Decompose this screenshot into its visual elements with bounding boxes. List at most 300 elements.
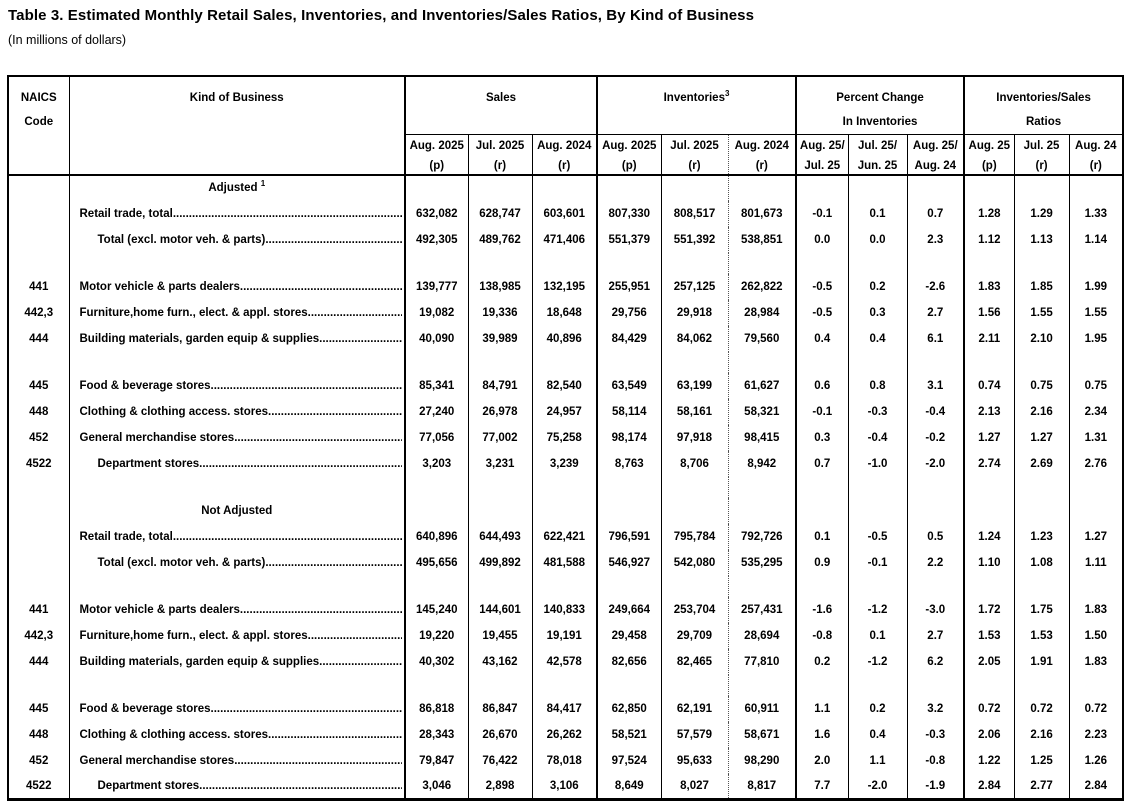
dot-leader [265, 234, 402, 246]
value-cell [1014, 576, 1069, 597]
value-cell [964, 352, 1014, 373]
value-cell: 1.11 [1069, 550, 1123, 576]
value-cell [728, 253, 796, 274]
value-cell: 481,588 [532, 550, 597, 576]
naics-cell [8, 352, 69, 373]
value-cell: 79,847 [405, 748, 468, 774]
value-cell: 2.16 [1014, 722, 1069, 748]
value-cell: 28,984 [728, 300, 796, 326]
dot-leader [268, 729, 402, 741]
kind-of-business-label: Motor vehicle & parts dealers [79, 603, 240, 616]
value-cell [597, 352, 661, 373]
kind-flex [70, 307, 405, 319]
value-cell: 61,627 [728, 373, 796, 399]
kind-flex [70, 281, 405, 293]
value-cell [964, 675, 1014, 696]
column-period-label: Jul. 2025 [670, 140, 719, 152]
value-cell: 499,892 [468, 550, 532, 576]
value-cell: 139,777 [405, 274, 468, 300]
value-cell: 84,417 [532, 696, 597, 722]
kind-of-business-label: Total (excl. motor veh. & parts) [97, 556, 266, 569]
value-cell: -0.4 [848, 425, 907, 451]
value-cell: -0.5 [848, 524, 907, 550]
value-cell [597, 477, 661, 498]
value-cell: 1.1 [848, 748, 907, 774]
value-cell: 1.91 [1014, 649, 1069, 675]
value-cell: 85,341 [405, 373, 468, 399]
column-header [796, 135, 848, 175]
value-cell: 0.1 [848, 201, 907, 227]
value-cell: 58,114 [597, 399, 661, 425]
value-cell: 0.2 [848, 696, 907, 722]
kind-flex [70, 703, 405, 715]
value-cell [597, 498, 661, 524]
column-estimate-type: Aug. 24 [914, 160, 957, 172]
table-row [8, 722, 1123, 748]
value-cell [848, 175, 907, 201]
dot-leader [234, 755, 402, 767]
naics-cell: 445 [29, 702, 49, 715]
spacer-row [8, 253, 1123, 274]
value-cell [728, 477, 796, 498]
value-cell: 29,458 [597, 623, 661, 649]
kind-cell [69, 175, 405, 201]
dot-leader [240, 281, 402, 293]
table-body [8, 175, 1123, 800]
table-row [8, 597, 1123, 623]
group-header-sales [405, 76, 597, 135]
value-cell: -1.6 [796, 597, 848, 623]
value-cell: 98,290 [728, 748, 796, 774]
section-label-row [8, 498, 1123, 524]
dot-leader [319, 656, 402, 668]
value-cell: -0.1 [796, 201, 848, 227]
kind-cell [69, 399, 405, 425]
naics-cell [8, 477, 69, 498]
value-cell: 26,670 [468, 722, 532, 748]
value-cell: 3,046 [405, 774, 468, 800]
naics-cell: 448 [29, 405, 49, 418]
value-cell: 98,415 [728, 425, 796, 451]
column-estimate-type: (r) [688, 160, 701, 172]
kind-of-business-label: Food & beverage stores [79, 702, 211, 715]
value-cell [1069, 675, 1123, 696]
column-header [532, 135, 597, 175]
kind-of-business-label: Furniture,home furn., elect. & appl. stores [79, 306, 308, 319]
value-cell: 1.95 [1069, 326, 1123, 352]
kind-cell [69, 576, 405, 597]
value-cell: 0.72 [1069, 696, 1123, 722]
value-cell: 63,199 [661, 373, 728, 399]
value-cell [848, 498, 907, 524]
value-cell [532, 175, 597, 201]
table-row [8, 373, 1123, 399]
value-cell: 79,560 [728, 326, 796, 352]
dot-leader [199, 458, 402, 470]
naics-cell [8, 550, 69, 576]
column-estimate-type: (r) [755, 160, 768, 172]
value-cell: 28,694 [728, 623, 796, 649]
value-cell: 40,090 [405, 326, 468, 352]
value-cell: 0.5 [907, 524, 964, 550]
kind-cell [69, 352, 405, 373]
kind-cell [69, 274, 405, 300]
value-cell: -2.6 [907, 274, 964, 300]
value-cell [964, 477, 1014, 498]
value-cell: 27,240 [405, 399, 468, 425]
value-cell: 2.06 [964, 722, 1014, 748]
column-header [468, 135, 532, 175]
value-cell [468, 477, 532, 498]
value-cell: 1.29 [1014, 201, 1069, 227]
value-cell: 18,648 [532, 300, 597, 326]
value-cell: 492,305 [405, 227, 468, 253]
column-estimate-type: Jun. 25 [857, 160, 898, 172]
value-cell: 0.2 [848, 274, 907, 300]
naics-cell: 452 [29, 431, 49, 444]
value-cell [661, 498, 728, 524]
column-period-label: Jul. 2025 [475, 140, 525, 152]
value-cell: 145,240 [405, 597, 468, 623]
value-cell: -0.3 [848, 399, 907, 425]
kind-of-business-label: Building materials, garden equip & supplies [79, 332, 320, 345]
value-cell [1069, 498, 1123, 524]
value-cell: 0.1 [848, 623, 907, 649]
value-cell: 0.75 [1014, 373, 1069, 399]
column-period-label: Aug. 2024 [734, 140, 789, 152]
value-cell: 2.11 [964, 326, 1014, 352]
value-cell [964, 498, 1014, 524]
value-cell: 253,704 [661, 597, 728, 623]
value-cell: 6.2 [907, 649, 964, 675]
kind-cell [69, 498, 405, 524]
value-cell [532, 498, 597, 524]
value-cell: 40,302 [405, 649, 468, 675]
value-cell: 8,706 [661, 451, 728, 477]
value-cell: 78,018 [532, 748, 597, 774]
value-cell: 257,125 [661, 274, 728, 300]
value-cell: 29,918 [661, 300, 728, 326]
kind-of-business-label: Clothing & clothing access. stores [79, 405, 269, 418]
value-cell: 1.08 [1014, 550, 1069, 576]
group-header-inventories [597, 76, 796, 135]
value-cell [964, 576, 1014, 597]
value-cell [597, 253, 661, 274]
kind-cell [69, 524, 405, 550]
kind-flex [70, 531, 405, 543]
value-cell: -0.5 [796, 274, 848, 300]
value-cell [964, 175, 1014, 201]
value-cell: -0.8 [907, 748, 964, 774]
kind-of-business-label: Retail trade, total [79, 207, 173, 220]
value-cell: 63,549 [597, 373, 661, 399]
value-cell: 2.3 [907, 227, 964, 253]
group-label-line: In Inventories [842, 116, 918, 128]
value-cell: 535,295 [728, 550, 796, 576]
value-cell: -0.2 [907, 425, 964, 451]
value-cell [796, 498, 848, 524]
column-estimate-type: (p) [981, 160, 997, 172]
value-cell: -0.1 [796, 399, 848, 425]
kind-of-business-label: Department stores [97, 457, 200, 470]
column-period-label: Aug. 25/ [912, 140, 958, 152]
value-cell [848, 253, 907, 274]
column-period-label: Aug. 2025 [409, 140, 464, 152]
column-header [964, 135, 1014, 175]
value-cell: 86,818 [405, 696, 468, 722]
value-cell: 551,392 [661, 227, 728, 253]
value-cell: 42,578 [532, 649, 597, 675]
value-cell: 257,431 [728, 597, 796, 623]
kind-cell [69, 326, 405, 352]
kind-flex [70, 458, 405, 470]
value-cell: 0.7 [907, 201, 964, 227]
value-cell: 8,763 [597, 451, 661, 477]
value-cell: 1.31 [1069, 425, 1123, 451]
naics-cell: 441 [29, 280, 49, 293]
value-cell: -2.0 [907, 451, 964, 477]
value-cell: 471,406 [532, 227, 597, 253]
value-cell: 138,985 [468, 274, 532, 300]
column-period-label: Aug. 25 [968, 140, 1011, 152]
value-cell [532, 253, 597, 274]
value-cell: 140,833 [532, 597, 597, 623]
dot-leader [234, 432, 402, 444]
value-cell: 538,851 [728, 227, 796, 253]
value-cell [532, 477, 597, 498]
naics-cell: 444 [29, 655, 49, 668]
value-cell: 19,082 [405, 300, 468, 326]
naics-cell [8, 175, 69, 201]
value-cell: 796,591 [597, 524, 661, 550]
value-cell [848, 675, 907, 696]
group-label-line: Sales [485, 92, 517, 104]
value-cell: 1.27 [1014, 425, 1069, 451]
value-cell: 0.72 [964, 696, 1014, 722]
table-row [8, 300, 1123, 326]
value-cell: 1.1 [796, 696, 848, 722]
table-row [8, 524, 1123, 550]
naics-cell [8, 498, 69, 524]
column-header [1014, 135, 1069, 175]
value-cell: 808,517 [661, 201, 728, 227]
value-cell: 77,002 [468, 425, 532, 451]
value-cell: 795,784 [661, 524, 728, 550]
naics-cell: 444 [29, 332, 49, 345]
value-cell: -0.5 [796, 300, 848, 326]
kind-cell [69, 550, 405, 576]
value-cell: 24,957 [532, 399, 597, 425]
value-cell [661, 253, 728, 274]
value-cell: 58,671 [728, 722, 796, 748]
spacer-row [8, 576, 1123, 597]
value-cell [468, 352, 532, 373]
column-estimate-type: (r) [1035, 160, 1048, 172]
value-cell: 43,162 [468, 649, 532, 675]
value-cell: 26,262 [532, 722, 597, 748]
value-cell: 495,656 [405, 550, 468, 576]
value-cell: 0.75 [1069, 373, 1123, 399]
value-cell [468, 576, 532, 597]
value-cell: 132,195 [532, 274, 597, 300]
naics-cell [8, 524, 69, 550]
value-cell: 84,429 [597, 326, 661, 352]
value-cell: 2.16 [1014, 399, 1069, 425]
value-cell: 1.99 [1069, 274, 1123, 300]
value-cell [907, 477, 964, 498]
value-cell: -2.0 [848, 774, 907, 800]
value-cell: 0.6 [796, 373, 848, 399]
value-cell: 1.13 [1014, 227, 1069, 253]
value-cell [796, 253, 848, 274]
column-estimate-type: (r) [1089, 160, 1102, 172]
value-cell: 82,540 [532, 373, 597, 399]
naics-cell [8, 675, 69, 696]
table-row [8, 399, 1123, 425]
kind-flex [70, 432, 405, 444]
kind-flex [70, 208, 405, 220]
value-cell: 1.23 [1014, 524, 1069, 550]
value-cell: 249,664 [597, 597, 661, 623]
value-cell: 8,027 [661, 774, 728, 800]
value-cell [728, 675, 796, 696]
value-cell [661, 352, 728, 373]
value-cell: 84,791 [468, 373, 532, 399]
kind-of-business-label: Building materials, garden equip & supplies [79, 655, 320, 668]
naics-cell: 4522 [25, 457, 52, 470]
value-cell: -0.1 [848, 550, 907, 576]
column-header [661, 135, 728, 175]
value-cell: 57,579 [661, 722, 728, 748]
value-cell: 1.50 [1069, 623, 1123, 649]
value-cell [796, 675, 848, 696]
kind-cell [69, 253, 405, 274]
value-cell: 622,421 [532, 524, 597, 550]
value-cell: 6.1 [907, 326, 964, 352]
value-cell: 1.12 [964, 227, 1014, 253]
column-header [907, 135, 964, 175]
naics-cell [8, 253, 69, 274]
value-cell: 98,174 [597, 425, 661, 451]
value-cell [907, 576, 964, 597]
value-cell: 0.72 [1014, 696, 1069, 722]
column-period-label: Aug. 24 [1075, 140, 1117, 152]
value-cell: 801,673 [728, 201, 796, 227]
value-cell: 58,321 [728, 399, 796, 425]
value-cell: 76,422 [468, 748, 532, 774]
value-cell: 792,726 [728, 524, 796, 550]
kind-flex [70, 755, 405, 767]
kind-cell [69, 300, 405, 326]
dot-leader [319, 333, 402, 345]
value-cell [907, 352, 964, 373]
value-cell: 0.7 [796, 451, 848, 477]
value-cell [728, 352, 796, 373]
value-cell: 0.0 [848, 227, 907, 253]
value-cell: 2.2 [907, 550, 964, 576]
value-cell [1069, 253, 1123, 274]
kind-flex [70, 234, 405, 246]
value-cell: 2.05 [964, 649, 1014, 675]
table-row [8, 550, 1123, 576]
naics-cell [8, 201, 69, 227]
value-cell [964, 253, 1014, 274]
naics-cell: 452 [29, 754, 49, 767]
table-row [8, 201, 1123, 227]
value-cell [1069, 352, 1123, 373]
kind-flex [70, 630, 405, 642]
value-cell: 1.27 [1069, 524, 1123, 550]
table-row [8, 649, 1123, 675]
value-cell [907, 498, 964, 524]
value-cell: 39,989 [468, 326, 532, 352]
value-cell: 62,191 [661, 696, 728, 722]
kind-of-business-label: Food & beverage stores [79, 379, 211, 392]
section-label-row [8, 175, 1123, 201]
value-cell: 0.9 [796, 550, 848, 576]
value-cell [1014, 253, 1069, 274]
value-cell [468, 175, 532, 201]
value-cell: -1.0 [848, 451, 907, 477]
column-period-label: Aug. 2024 [537, 140, 592, 152]
value-cell: 60,911 [728, 696, 796, 722]
value-cell: 3,106 [532, 774, 597, 800]
value-cell: 1.56 [964, 300, 1014, 326]
kind-cell [69, 451, 405, 477]
table-row [8, 696, 1123, 722]
value-cell: 0.3 [796, 425, 848, 451]
value-cell: 26,978 [468, 399, 532, 425]
value-cell [728, 576, 796, 597]
value-cell: 0.74 [964, 373, 1014, 399]
naics-cell: 445 [29, 379, 49, 392]
table-header [8, 76, 1123, 175]
value-cell [1014, 477, 1069, 498]
value-cell: 0.3 [848, 300, 907, 326]
value-cell: 644,493 [468, 524, 532, 550]
table-title: Table 3. Estimated Monthly Retail Sales, Inventories, and Inventories/Sales Ratios, By Kind of Business [8, 7, 755, 24]
value-cell: 75,258 [532, 425, 597, 451]
value-cell [907, 175, 964, 201]
value-cell: 1.33 [1069, 201, 1123, 227]
value-cell: 0.1 [796, 524, 848, 550]
column-period-label: Jul. 25 [1023, 140, 1060, 152]
column-estimate-type: (p) [429, 160, 445, 172]
value-cell: 0.0 [796, 227, 848, 253]
dot-leader [173, 531, 402, 543]
value-cell: 1.83 [1069, 649, 1123, 675]
value-cell [661, 477, 728, 498]
value-cell: 1.83 [964, 274, 1014, 300]
value-cell: 77,056 [405, 425, 468, 451]
value-cell: 0.4 [848, 326, 907, 352]
value-cell: 3,239 [532, 451, 597, 477]
value-cell [405, 477, 468, 498]
table-row [8, 227, 1123, 253]
value-cell: -1.9 [907, 774, 964, 800]
value-cell [796, 175, 848, 201]
dot-leader [265, 557, 402, 569]
value-cell: 2.34 [1069, 399, 1123, 425]
value-cell: 40,896 [532, 326, 597, 352]
value-cell [848, 352, 907, 373]
table-row [8, 451, 1123, 477]
table-row [8, 623, 1123, 649]
value-cell: 1.83 [1069, 597, 1123, 623]
value-cell: 1.28 [964, 201, 1014, 227]
value-cell: 1.25 [1014, 748, 1069, 774]
column-estimate-type: (r) [493, 160, 507, 172]
